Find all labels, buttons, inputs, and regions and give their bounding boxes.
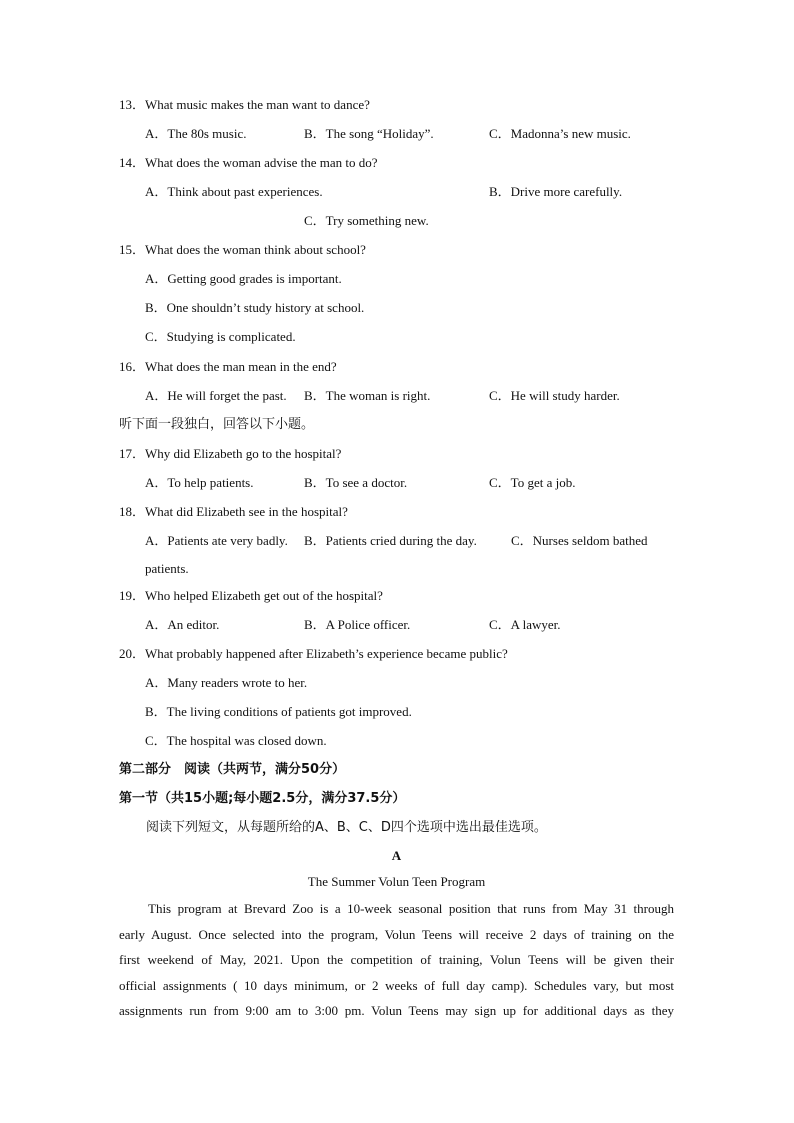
passage-body xyxy=(119,896,674,1024)
question-14-stem: 14．What does the woman advise the man to do? xyxy=(119,155,378,170)
question-13-option-a: A．The 80s music. xyxy=(145,126,247,141)
question-15-option-b: B．One shouldn’t study history at school. xyxy=(145,300,365,315)
question-20-option-c: C．The hospital was closed down. xyxy=(145,733,327,748)
passage-letter: A xyxy=(391,848,402,863)
question-14-option-a: A．Think about past experiences. xyxy=(145,184,323,199)
question-15-stem: 15．What does the woman think about school? xyxy=(119,242,366,257)
passage-line: official assignments ( 10 days minimum, or 2 weeks of full day camp). Schedules vary, but most xyxy=(119,977,674,993)
reading-instruction: 阅读下列短文，从每题所给的A、B、C、D四个选项中选出最佳选项。 xyxy=(146,820,547,835)
question-19-option-c: C．A lawyer. xyxy=(489,617,561,632)
question-16-option-b: B．The woman is right. xyxy=(304,388,431,403)
passage-line: assignments run from 9:00 am to 3:00 pm. Volun Teens may sign up for additional days as they xyxy=(119,1003,674,1019)
question-20-option-b: B．The living conditions of patients got improved. xyxy=(145,704,412,719)
question-16-stem: 16．What does the man mean in the end? xyxy=(119,359,337,374)
question-18-option-a: A．Patients ate very badly. xyxy=(145,533,288,548)
question-13-option-c: C．Madonna’s new music. xyxy=(489,126,631,141)
question-17-option-b: B．To see a doctor. xyxy=(304,475,408,490)
question-19-option-a: A．An editor. xyxy=(145,617,220,632)
question-17-option-a: A．To help patients. xyxy=(145,475,254,490)
question-18-stem: 18．What did Elizabeth see in the hospital? xyxy=(119,504,348,519)
passage-line: This program at Brevard Zoo is a 10-week seasonal position that runs from May 31 through xyxy=(148,901,674,916)
question-19-option-b: B．A Police officer. xyxy=(304,617,411,632)
passage-title: The Summer Volun Teen Program xyxy=(307,874,486,889)
passage-line: first weekend of May, 2021. Upon the competition of training, Volun Teens will be given their xyxy=(119,952,674,968)
question-20-stem: 20．What probably happened after Elizabeth’s experience became public? xyxy=(119,646,508,661)
question-18-option-b: B．Patients cried during the day. xyxy=(304,533,477,548)
part2-heading: 第二部分 阅读（共两节，满分50分） xyxy=(119,762,346,777)
question-15-option-a: A．Getting good grades is important. xyxy=(145,271,342,286)
monologue-instruction: 听下面一段独白，回答以下小题。 xyxy=(119,417,315,432)
question-13-stem: 13．What music makes the man want to dance? xyxy=(119,97,370,112)
question-13-option-b: B．The song “Holiday”. xyxy=(304,126,434,141)
question-17-stem: 17．Why did Elizabeth go to the hospital? xyxy=(119,446,342,461)
question-18-option-c-continued: patients. xyxy=(145,561,189,576)
section1-heading: 第一节（共15小题;每小题2.5分，满分37.5分） xyxy=(119,791,406,806)
question-14-option-c: C．Try something new. xyxy=(304,213,429,228)
question-16-option-a: A．He will forget the past. xyxy=(145,388,287,403)
question-15-option-c: C．Studying is complicated. xyxy=(145,329,296,344)
question-18-option-c: C．Nurses seldom bathed xyxy=(511,533,648,548)
question-17-option-c: C．To get a job. xyxy=(489,475,576,490)
question-14-option-b: B．Drive more carefully. xyxy=(489,184,623,199)
question-20-option-a: A．Many readers wrote to her. xyxy=(145,675,308,690)
question-19-stem: 19．Who helped Elizabeth get out of the hospital? xyxy=(119,588,383,603)
passage-line: early August. Once selected into the program, Volun Teens will receive 2 days of training on the xyxy=(119,926,674,942)
question-16-option-c: C．He will study harder. xyxy=(489,388,620,403)
